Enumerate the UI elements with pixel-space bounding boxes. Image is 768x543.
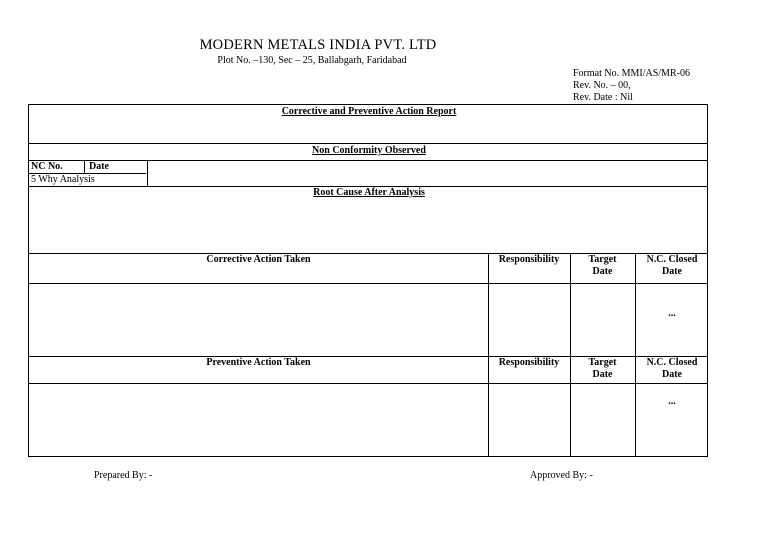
preventive-closed-value: ... [668, 396, 676, 407]
corrective-action-heading: Corrective Action Taken [206, 254, 311, 265]
preventive-closed-header-1: N.C. Closed [646, 357, 698, 368]
prepared-by-label: Prepared By: - [94, 470, 153, 481]
preventive-closed-header-2: Date [662, 369, 682, 380]
nc-no-label: NC No. [31, 161, 63, 172]
revision-number: Rev. No. – 00, [573, 80, 631, 91]
rule-responsibility-col [488, 253, 489, 457]
preventive-target-header-2: Date [592, 369, 613, 380]
corrective-closed-value: ... [668, 308, 676, 319]
rule-date-divider [147, 160, 148, 186]
preventive-responsibility-header: Responsibility [498, 357, 560, 368]
corrective-responsibility-header: Responsibility [498, 254, 560, 265]
capa-form [28, 104, 708, 457]
rule-target-col [570, 253, 571, 457]
preventive-target-header-1: Target [588, 357, 617, 368]
corrective-closed-header-1: N.C. Closed [646, 254, 698, 265]
rule-nc-divider [84, 160, 85, 173]
rule-closed-col [635, 253, 636, 457]
rule-preventive-header-bottom [29, 383, 707, 384]
nc-section-heading: Non Conformity Observed [312, 145, 426, 156]
root-cause-heading: Root Cause After Analysis [313, 187, 425, 198]
corrective-closed-header-2: Date [662, 266, 682, 277]
company-name: MODERN METALS INDIA PVT. LTD [199, 37, 437, 53]
date-label: Date [89, 161, 109, 172]
approved-by-label: Approved By: - [530, 470, 593, 481]
revision-date: Rev. Date : Nil [573, 92, 633, 103]
preventive-action-heading: Preventive Action Taken [206, 357, 311, 368]
rule-corrective-header-bottom [29, 283, 707, 284]
form-title: Corrective and Preventive Action Report [281, 106, 457, 117]
format-number: Format No. MMI/AS/MR-06 [573, 68, 690, 79]
corrective-target-header-2: Date [592, 266, 613, 277]
rule-title-bottom [29, 143, 707, 144]
rule-nc-heading-bottom [29, 160, 707, 161]
why-analysis-label: 5 Why Analysis [31, 174, 95, 185]
company-address: Plot No. –130, Sec – 25, Ballabgarh, Faridabad [217, 55, 407, 66]
corrective-target-header-1: Target [588, 254, 617, 265]
